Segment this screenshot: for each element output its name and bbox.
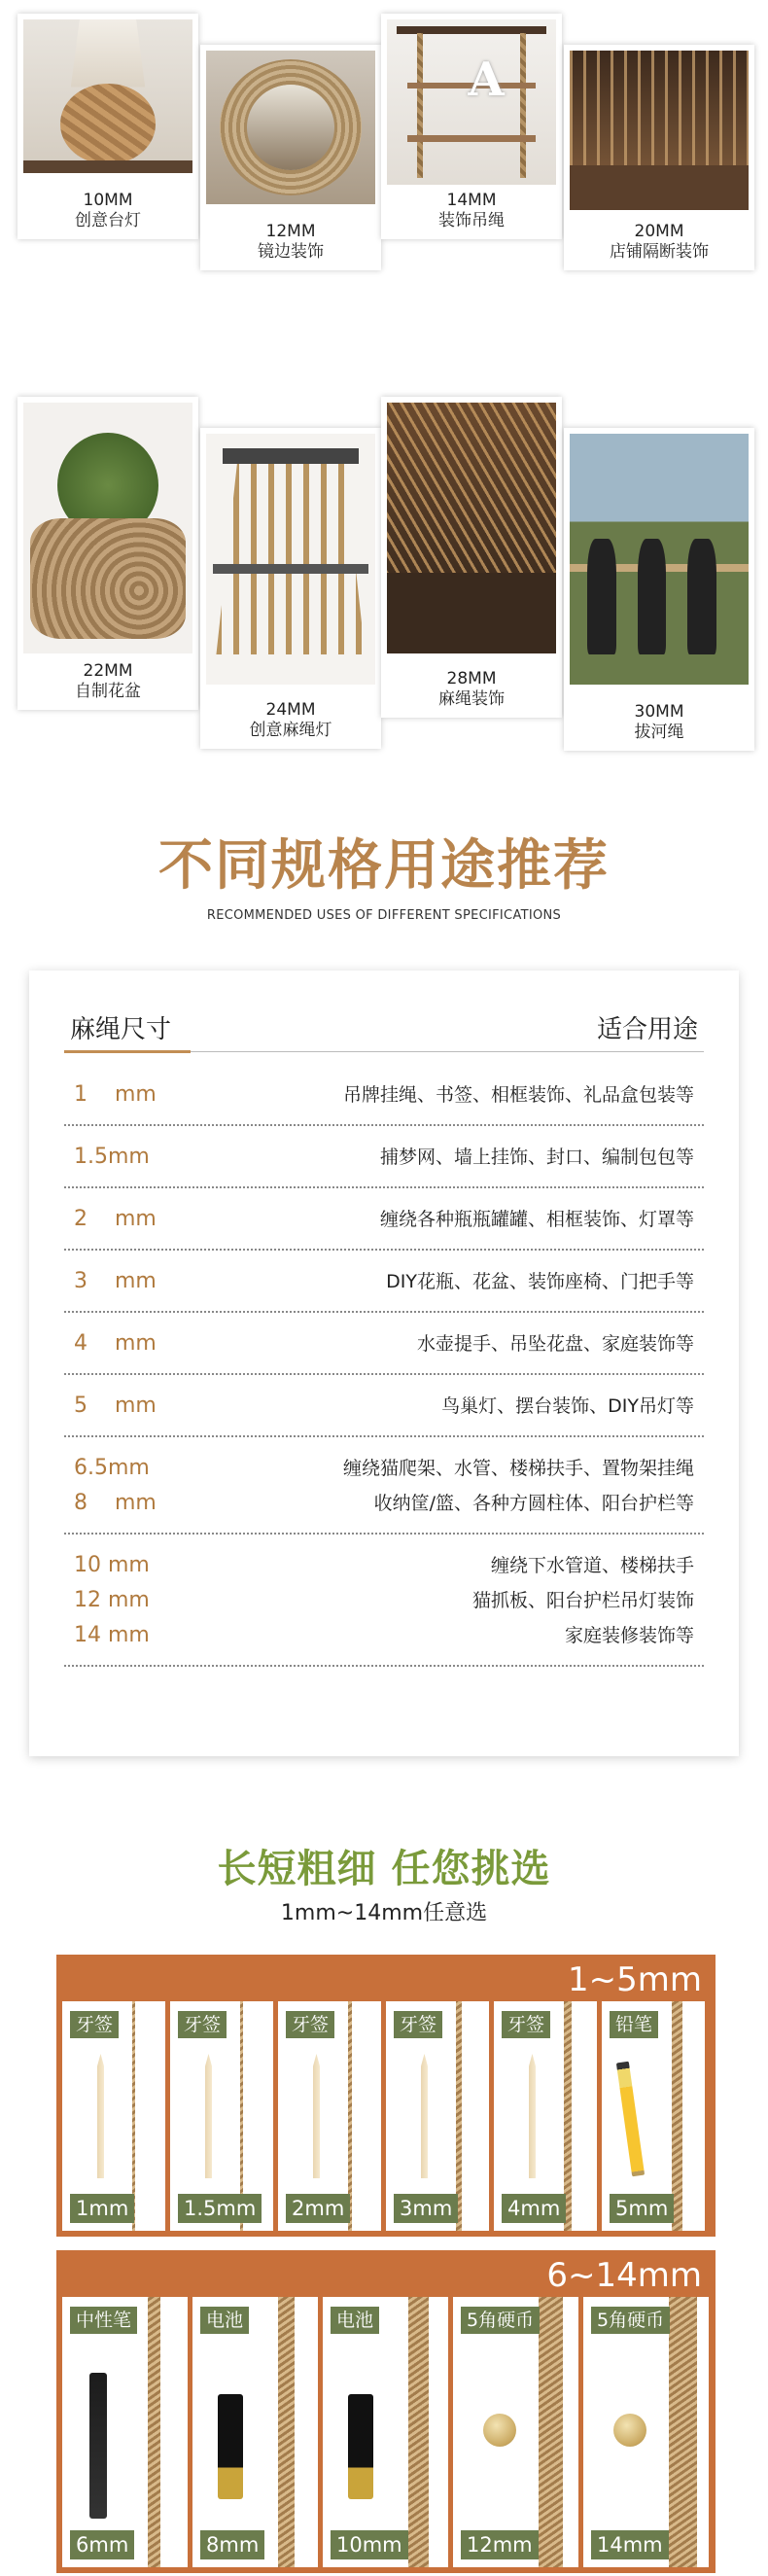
spec-row — [64, 1064, 704, 1126]
rope-use: 吊牌挂绳、书签、相框装饰、礼品盒包装等 — [342, 1084, 694, 1106]
rope-sample — [408, 2297, 429, 2567]
coin-icon — [613, 2414, 646, 2447]
rope-use: 捕梦网、墙上挂饰、封口、编制包包等 — [379, 1147, 694, 1168]
gallery-card-store — [564, 45, 754, 270]
letter-a-decoration: A — [468, 53, 505, 107]
gallery-card-chandelier — [200, 428, 381, 749]
spec-row — [64, 1251, 704, 1313]
pencil-icon — [616, 2062, 645, 2177]
size-panel-1-5mm — [56, 1955, 716, 2237]
gallery-card-tugofwar — [564, 428, 754, 751]
compare-tile — [278, 2001, 381, 2231]
chandelier-photo — [206, 434, 375, 685]
compare-tile — [192, 2297, 318, 2567]
spec-row — [64, 1437, 704, 1535]
rope-sample — [148, 2297, 160, 2567]
toothpick-icon — [97, 2054, 104, 2178]
compare-tile — [62, 2297, 188, 2567]
gallery-caption: 24MM 创意麻绳灯 — [249, 700, 332, 740]
gallery-caption: 10MM 创意台灯 — [75, 191, 141, 230]
spec-table — [29, 970, 739, 1756]
rope-use: 缠绕猫爬架、水管、楼梯扶手、置物架挂绳 — [342, 1458, 694, 1479]
rope-sample — [669, 2297, 697, 2567]
panel-range: 6~14mm — [546, 2256, 702, 2295]
reference-object-label: 牙签 — [286, 2011, 334, 2038]
gallery-caption: 30MM 拔河绳 — [634, 702, 684, 742]
rope-size: 8 mm — [74, 1491, 157, 1515]
mirror-photo — [206, 51, 375, 204]
toothpick-icon — [313, 2054, 320, 2178]
rope-size: 6.5mm — [74, 1456, 150, 1480]
rope-use: 缠绕各种瓶瓶罐罐、相框装饰、灯罩等 — [379, 1209, 694, 1230]
recommend-subtitle: RECOMMENDED USES OF DIFFERENT SPECIFICATIONS — [206, 908, 562, 923]
reference-object-label: 5角硬币 — [591, 2307, 670, 2334]
rope-size: 4 mm — [74, 1331, 157, 1356]
reference-object-label: 牙签 — [394, 2011, 442, 2038]
reference-object-label: 铅笔 — [610, 2011, 658, 2038]
spec-line — [64, 1451, 704, 1486]
rope-size: 1.5mm — [74, 1145, 150, 1169]
rope-use: 猫抓板、阳台护栏吊灯装饰 — [471, 1590, 694, 1611]
planter-photo — [23, 403, 192, 653]
compare-tile — [170, 2001, 273, 2231]
compare-tile — [386, 2001, 489, 2231]
lamp-photo — [23, 19, 192, 173]
rope-size-label: 8mm — [200, 2530, 264, 2559]
gallery-card-planter — [17, 397, 198, 710]
rope-size-label: 2mm — [286, 2194, 350, 2223]
compare-tile — [494, 2001, 597, 2231]
product-gallery — [0, 0, 768, 768]
compare-tile — [602, 2001, 705, 2231]
rope-sample — [278, 2297, 295, 2567]
reference-object-label: 牙签 — [70, 2011, 119, 2038]
compare-subtitle: 1mm~14mm任意选 — [280, 1901, 488, 1925]
spec-line — [64, 1389, 704, 1424]
reference-object-label: 牙签 — [178, 2011, 227, 2038]
spec-line — [64, 1326, 704, 1361]
spec-table-header — [64, 1009, 704, 1052]
gallery-card-ceiling — [381, 397, 562, 718]
rope-size-label: 1mm — [70, 2194, 134, 2223]
panel-range: 1~5mm — [568, 1960, 702, 1999]
rope-use: DIY花瓶、花盆、装饰座椅、门把手等 — [386, 1271, 694, 1292]
spec-row — [64, 1188, 704, 1251]
gallery-caption: 14MM 装饰吊绳 — [438, 191, 505, 230]
recommend-title: 不同规格用途推荐 — [158, 834, 610, 898]
toothpick-icon — [205, 2054, 212, 2178]
coin-icon — [483, 2414, 516, 2447]
rope-use: 缠绕下水管道、楼梯扶手 — [490, 1555, 694, 1576]
toothpick-icon — [529, 2054, 536, 2178]
reference-object-label: 5角硬币 — [461, 2307, 540, 2334]
rope-size: 1 mm — [74, 1082, 157, 1107]
battery-icon — [348, 2394, 373, 2499]
spec-line — [64, 1264, 704, 1299]
gallery-card-shelf — [381, 14, 562, 239]
rope-size-label: 12mm — [461, 2530, 539, 2559]
rope-use: 鸟巢灯、摆台装饰、DIY吊灯等 — [441, 1395, 694, 1417]
rope-use: 水壶提手、吊坠花盘、家庭装饰等 — [416, 1333, 694, 1355]
rope-size: 10 mm — [74, 1553, 150, 1577]
compare-tile — [583, 2297, 709, 2567]
rope-size: 2 mm — [74, 1207, 157, 1231]
spec-row — [64, 1375, 704, 1437]
rope-size: 12 mm — [74, 1588, 150, 1612]
compare-tile — [62, 2001, 165, 2231]
toothpick-icon — [421, 2054, 428, 2178]
spec-line — [64, 1140, 704, 1175]
spec-line — [64, 1548, 704, 1583]
ceiling-photo — [387, 403, 556, 653]
rope-size-label: 14mm — [591, 2530, 669, 2559]
reference-object-label: 牙签 — [502, 2011, 550, 2038]
spec-row — [64, 1313, 704, 1375]
battery-icon — [218, 2394, 243, 2499]
spec-line — [64, 1202, 704, 1237]
rope-size: 14 mm — [74, 1623, 150, 1647]
spec-line — [64, 1486, 704, 1521]
rope-size-label: 5mm — [610, 2194, 674, 2223]
rope-size-label: 1.5mm — [178, 2194, 262, 2223]
rope-use: 家庭装修装饰等 — [564, 1625, 694, 1646]
rope-size-label: 3mm — [394, 2194, 458, 2223]
store-photo — [570, 51, 749, 210]
reference-object-label: 电池 — [200, 2307, 249, 2334]
spec-line — [64, 1077, 704, 1112]
spec-line — [64, 1583, 704, 1618]
rope-size: 5 mm — [74, 1394, 157, 1418]
rope-use: 收纳筐/篮、各种方圆柱体、阳台护栏等 — [373, 1493, 694, 1514]
spec-line — [64, 1618, 704, 1653]
rope-size-label: 6mm — [70, 2530, 134, 2559]
reference-object-label: 中性笔 — [70, 2307, 137, 2334]
gallery-caption: 20MM 店铺隔断装饰 — [610, 222, 709, 262]
compare-tile — [323, 2297, 448, 2567]
spec-row — [64, 1126, 704, 1188]
col-rope-size: 麻绳尺寸 — [70, 1015, 172, 1044]
gallery-caption: 22MM 自制花盆 — [75, 661, 141, 701]
shelf-photo — [387, 19, 556, 185]
rope-size-label: 10mm — [331, 2530, 408, 2559]
reference-object-label: 电池 — [331, 2307, 379, 2334]
gallery-card-lamp — [17, 14, 198, 239]
compare-tile — [453, 2297, 578, 2567]
gallery-card-mirror — [200, 45, 381, 270]
rope-sample — [539, 2297, 563, 2567]
size-panel-6-14mm — [56, 2250, 716, 2573]
rope-size: 3 mm — [74, 1269, 157, 1293]
spec-row — [64, 1535, 704, 1667]
pen-icon — [89, 2373, 107, 2519]
gallery-caption: 28MM 麻绳装饰 — [438, 669, 505, 709]
rope-size-label: 4mm — [502, 2194, 566, 2223]
compare-title: 长短粗细 任您挑选 — [217, 1847, 551, 1891]
col-suitable-use: 适合用途 — [596, 1015, 698, 1044]
gallery-caption: 12MM 镜边装饰 — [258, 222, 324, 262]
tugofwar-photo — [570, 434, 749, 685]
